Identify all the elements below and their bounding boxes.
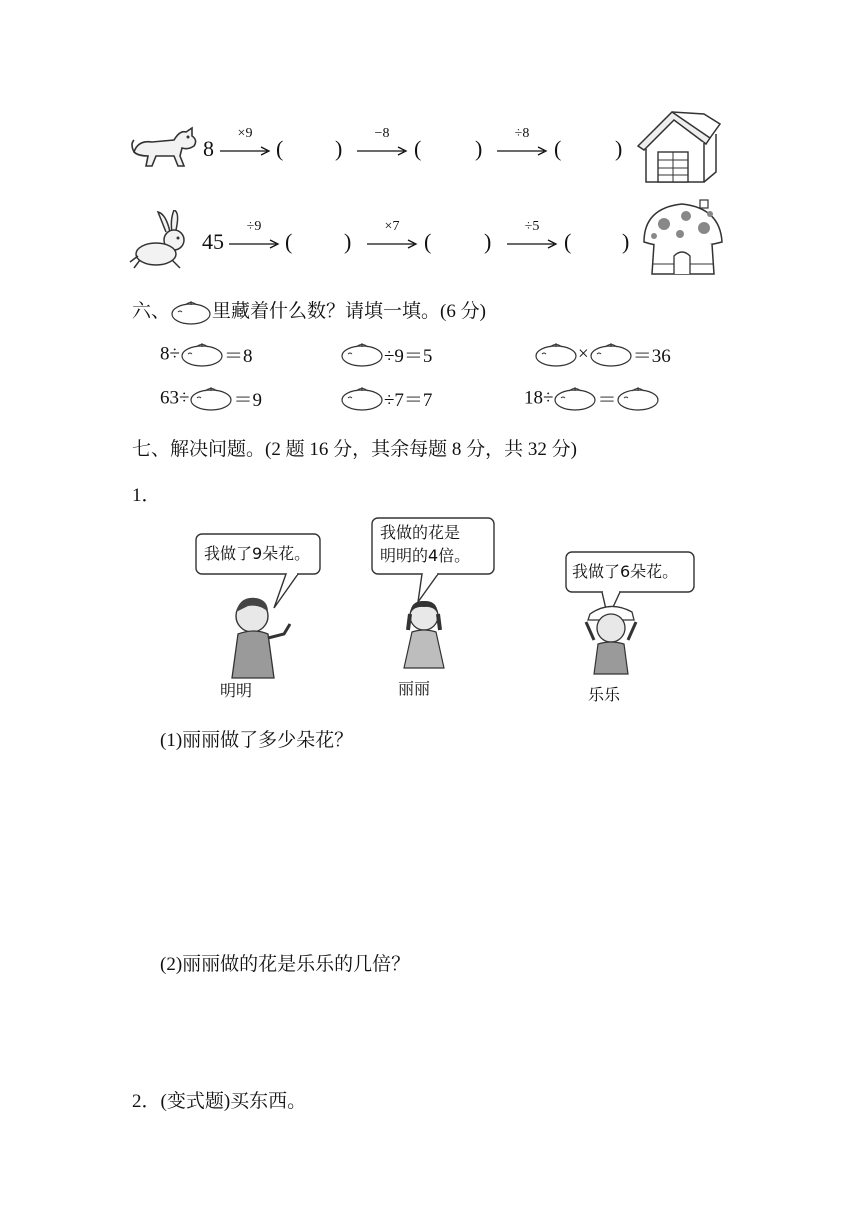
name-lili: 丽丽 bbox=[398, 679, 431, 698]
chain2-blank-3-open: ( bbox=[564, 229, 572, 254]
chain1-blank-3-close: ) bbox=[615, 136, 623, 161]
chain2-start: 45 bbox=[202, 229, 224, 254]
chain2-blank-2-close: ) bbox=[484, 229, 492, 254]
eq2-post: ÷9＝5 bbox=[384, 346, 433, 367]
question-1-label: 1． bbox=[132, 485, 161, 506]
section6-heading bbox=[132, 296, 486, 326]
equation-4 bbox=[160, 385, 262, 412]
chain2-arrow-3 bbox=[506, 219, 558, 253]
equation-6 bbox=[524, 385, 660, 412]
chain2-op-1: ÷9 bbox=[246, 219, 262, 234]
eq5-post: ÷7＝7 bbox=[384, 390, 433, 411]
question-2-label: 2．(变式题)买东西。 bbox=[132, 1091, 307, 1112]
bubble-text-lele: 我做了6朵花。 bbox=[572, 562, 679, 581]
chain2-blank-3-close: ) bbox=[622, 229, 630, 254]
section7-heading: 七、解决问题。(2 题 16 分，其余每题 8 分，共 32 分) bbox=[132, 439, 577, 460]
tomato-blank-icon[interactable] bbox=[340, 386, 384, 412]
chain1-arrow-2 bbox=[356, 126, 408, 160]
house-icon bbox=[634, 108, 724, 188]
eq3-mid: × bbox=[578, 343, 589, 365]
eq1-post: ＝8 bbox=[223, 346, 253, 367]
equation-5 bbox=[340, 385, 432, 412]
equation-1 bbox=[160, 341, 252, 368]
name-mingming: 明明 bbox=[220, 681, 253, 700]
dog-icon bbox=[128, 122, 200, 172]
chain2-arrow-2 bbox=[366, 219, 418, 253]
tomato-blank-icon[interactable] bbox=[189, 386, 233, 412]
equation-3 bbox=[534, 341, 671, 368]
rabbit-icon bbox=[128, 210, 200, 272]
chain2-op-2: ×7 bbox=[384, 219, 400, 234]
chain1-start: 8 bbox=[203, 136, 214, 161]
mushroom-house-icon bbox=[640, 198, 726, 280]
chain1-op-3: ÷8 bbox=[514, 126, 530, 141]
chain1-blank-2-open: ( bbox=[414, 136, 422, 161]
tomato-blank-icon[interactable] bbox=[180, 342, 224, 368]
eq4-pre: 63÷ bbox=[160, 387, 190, 409]
chain1-op-2: −8 bbox=[374, 126, 390, 141]
eq1-pre: 8÷ bbox=[160, 343, 180, 365]
bubble-text-lili-line1: 我做的花是 bbox=[380, 523, 461, 542]
tomato-blank-icon[interactable] bbox=[340, 342, 384, 368]
section6-heading-suffix: 里藏着什么数？请填一填。(6 分) bbox=[212, 301, 486, 322]
section6-heading-prefix: 六、 bbox=[132, 301, 171, 322]
q1-sub-question-2: (2)丽丽做的花是乐乐的几倍？ bbox=[160, 954, 411, 975]
chain2-op-3: ÷5 bbox=[524, 219, 540, 234]
chain2-blank-2-open: ( bbox=[424, 229, 432, 254]
chain2-blank-1-open: ( bbox=[285, 229, 293, 254]
chain1-blank-2-close: ) bbox=[475, 136, 483, 161]
q1-sub-question-1: (1)丽丽做了多少朵花？ bbox=[160, 730, 354, 751]
chain2-arrow-1 bbox=[228, 219, 280, 253]
chain1-blank-1-open: ( bbox=[276, 136, 284, 161]
tomato-blank-icon[interactable] bbox=[553, 386, 597, 412]
chain1-blank-3-open: ( bbox=[554, 136, 562, 161]
bubble-text-mingming: 我做了9朵花。 bbox=[204, 544, 311, 563]
chain1-arrow-1 bbox=[219, 126, 271, 160]
chain1-arrow-3 bbox=[496, 126, 548, 160]
eq6-pre: 18÷ bbox=[524, 387, 554, 409]
boy-lele-icon bbox=[580, 600, 642, 676]
name-lele: 乐乐 bbox=[588, 685, 621, 704]
chain1-blank-1-close: ) bbox=[335, 136, 343, 161]
equation-2 bbox=[340, 341, 432, 368]
tomato-icon bbox=[170, 300, 212, 326]
tomato-blank-icon[interactable] bbox=[616, 386, 660, 412]
eq4-post: ＝9 bbox=[233, 390, 262, 411]
boy-mingming-icon bbox=[220, 594, 296, 680]
bubble-text-lili-line2: 明明的4倍。 bbox=[380, 546, 471, 565]
tomato-blank-icon[interactable] bbox=[589, 342, 633, 368]
eq6-mid: ＝ bbox=[597, 390, 617, 411]
tomato-blank-icon[interactable] bbox=[534, 342, 578, 368]
chain2-blank-1-close: ) bbox=[344, 229, 352, 254]
eq3-post: ＝36 bbox=[632, 346, 671, 367]
chain1-op-1: ×9 bbox=[237, 126, 253, 141]
girl-lili-icon bbox=[396, 598, 452, 670]
